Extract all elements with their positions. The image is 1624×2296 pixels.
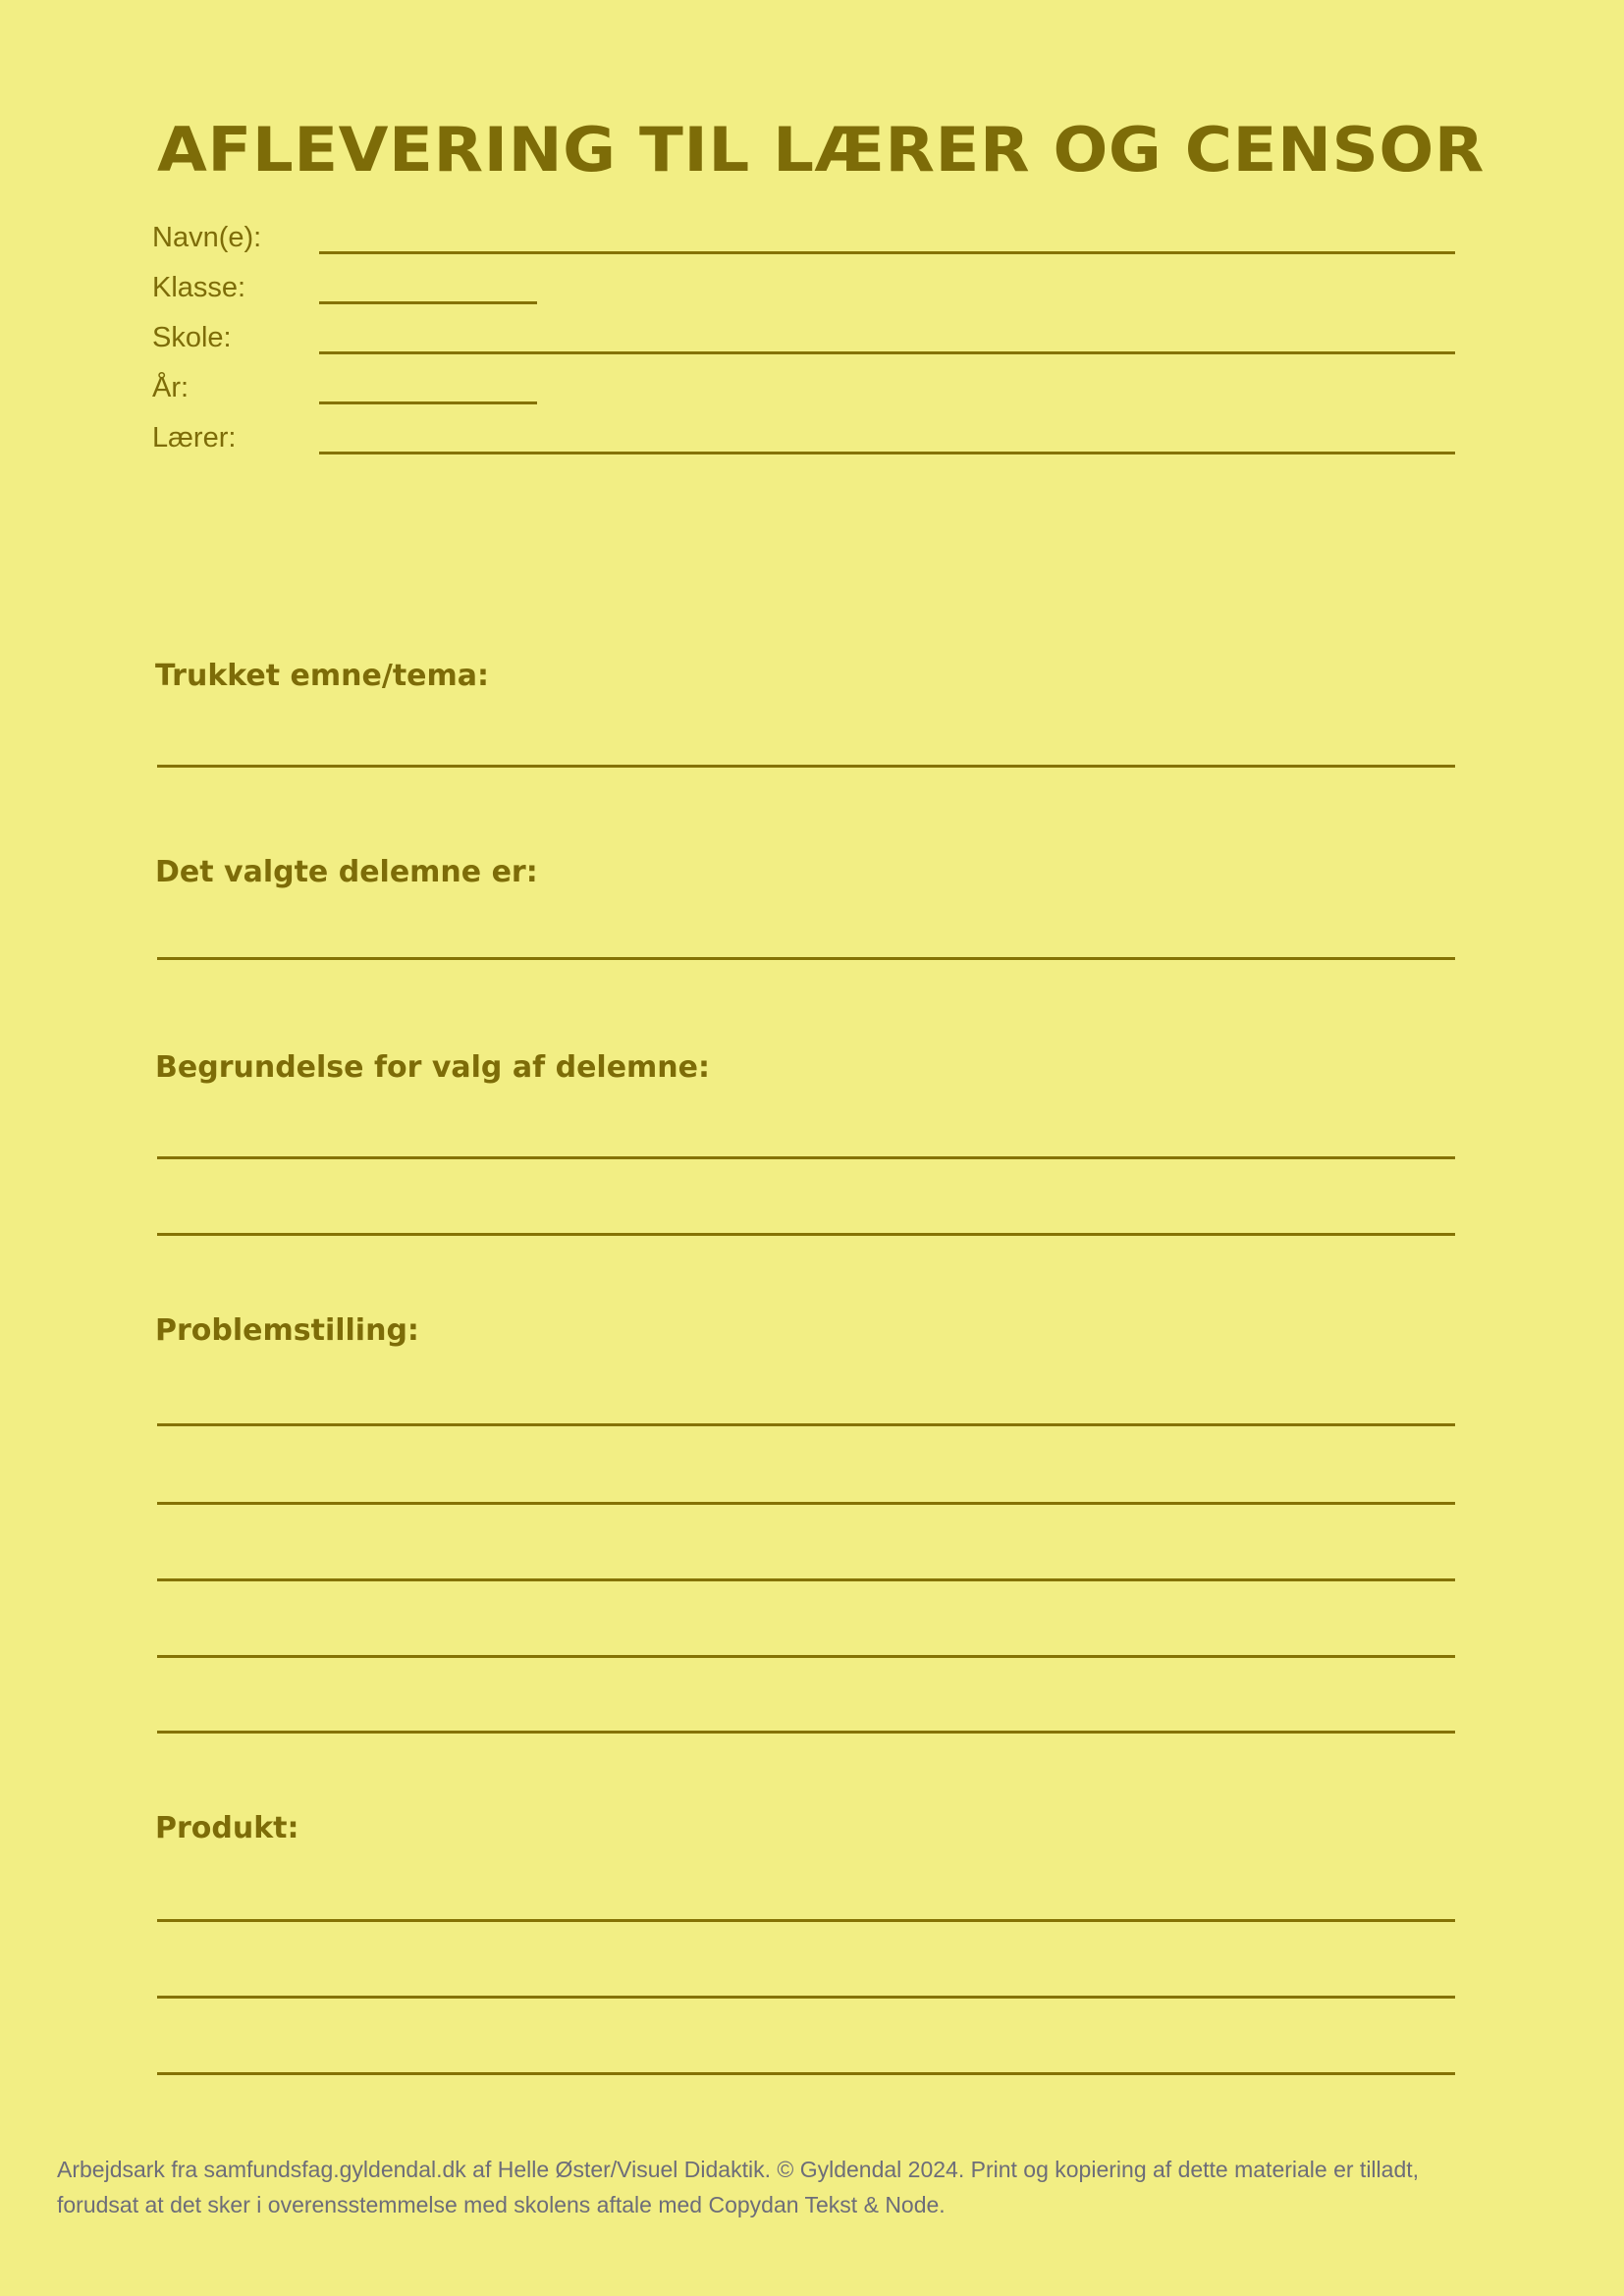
section-write-line[interactable] [157,957,1455,960]
field-write-line[interactable] [319,251,1455,254]
section-write-line[interactable] [157,1655,1455,1658]
footer [57,2152,1569,2222]
section-write-line[interactable] [157,1919,1455,1922]
field-write-line[interactable] [319,301,537,304]
footer-line-2: forudsat at det sker i overensstemmelse med skolens aftale med Copydan Tekst & Node. [57,2192,946,2217]
section-write-line[interactable] [157,1423,1455,1426]
field-label: Skole: [152,322,232,353]
section-write-line[interactable] [157,1233,1455,1236]
section-heading: Problemstilling: [155,1313,419,1348]
section-heading: Trukket emne/tema: [155,659,490,693]
section-heading: Produkt: [155,1811,299,1845]
section-write-line[interactable] [157,765,1455,768]
section-write-line[interactable] [157,2072,1455,2075]
field-label: Lærer: [152,422,237,454]
section-write-line[interactable] [157,1156,1455,1159]
field-label: Klasse: [152,272,246,303]
section-write-line[interactable] [157,1502,1455,1505]
field-label: Navn(e): [152,222,262,253]
section-write-line[interactable] [157,1578,1455,1581]
field-write-line[interactable] [319,452,1455,454]
section-heading: Det valgte delemne er: [155,855,538,889]
field-label: År: [152,372,189,403]
footer-line-1: Arbejdsark fra samfundsfag.gyldendal.dk af Helle Øster/Visuel Didaktik. © Gyldendal 2024. Print og kopiering af dette materiale er tilladt, [57,2157,1420,2182]
section-write-line[interactable] [157,1996,1455,1999]
section-heading: Begrundelse for valg af delemne: [155,1050,711,1085]
field-write-line[interactable] [319,351,1455,354]
page-title: AFLEVERING TIL LÆRER OG CENSOR [157,113,1485,186]
field-write-line[interactable] [319,401,537,404]
section-write-line[interactable] [157,1731,1455,1734]
